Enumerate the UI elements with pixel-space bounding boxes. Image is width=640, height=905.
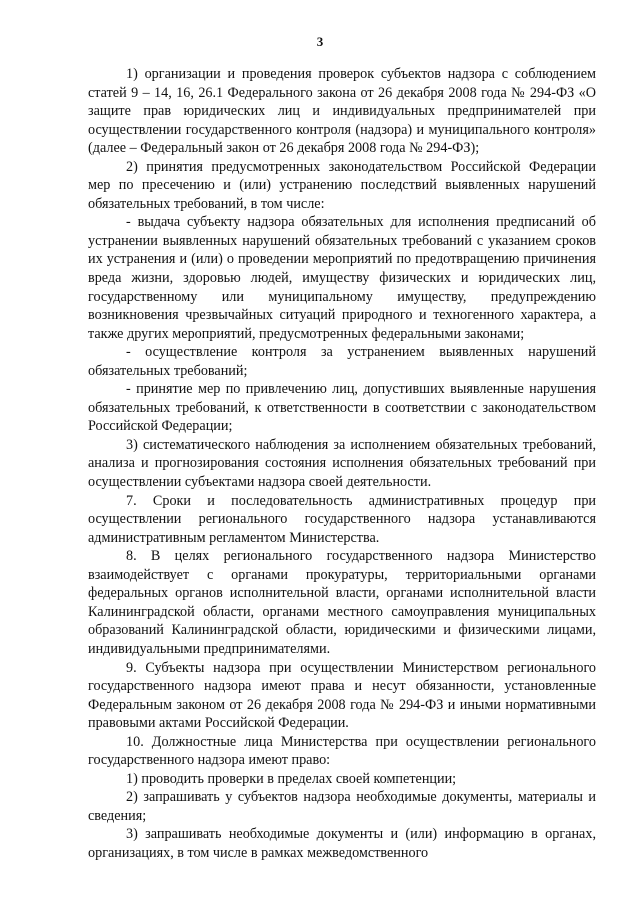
paragraph-13: 3) запрашивать необходимые документы и (или) информацию в органах, организациях, в том числе в рамках межведомственного xyxy=(88,826,596,861)
paragraph-5: - принятие мер по привлечению лиц, допустивших выявленные нарушения обязательных требований, к ответственности в соответствии с законодательством Российской Федерации; xyxy=(88,381,596,435)
paragraph-9: 9. Субъекты надзора при осуществлении Министерством регионального государственного надзора имеют права и несут обязанности, установленные Федеральным законом от 26 декабря 2008 года № 294-ФЗ и иными нормативными правовыми актами Российской Федерации. xyxy=(88,659,596,732)
paragraph-6: 3) систематического наблюдения за исполнением обязательных требований, анализа и прогнозирования состояния исполнения обязательных требований при осуществлении субъектами надзора своей деятельности. xyxy=(88,436,596,491)
paragraph-1: 1) организации и проведения проверок субъектов надзора с соблюдением статей 9 – 14, 16, 26.1 Федерального закона от 26 декабря 2008 года № 294-ФЗ «О защите прав юридических лиц и индивидуальных предпринимателей при осуществлении государственного контроля (надзора) и муниципального контроля» (далее – Федеральный закон от 26 декабря 2008 года № 294-ФЗ); xyxy=(88,66,596,157)
paragraph-3: - выдача субъекту надзора обязательных для исполнения предписаний об устранении выявленных нарушений обязательных требований с указанием сроков их устранения и (или) о проведении мероприятий по предотвращению причинения вреда жизни, здоровью людей, имуществу физических и юридических лиц, государственному или муниципальному имуществу, предупреждению возникновения чрезвычайных ситуаций природного и техногенного характера, а также других мероприятий, предусмотренных федеральными законами; xyxy=(88,214,596,342)
paragraph-12: 2) запрашивать у субъектов надзора необходимые документы, материалы и сведения; xyxy=(88,789,596,824)
paragraph-8: 8. В целях регионального государственного надзора Министерство взаимодействует с органами прокуратуры, территориальными органами федеральных органов исполнительной власти, органами исполнительной власти Калининградской области, органами местного самоуправления муниципальных образований Калининградской области, юридическими и физическими лицами, индивидуальными предпринимателями. xyxy=(88,548,596,657)
page-number: 3 xyxy=(316,34,324,49)
paragraph-11: 1) проводить проверки в пределах своей компетенции; xyxy=(126,770,457,787)
document-body xyxy=(88,65,596,863)
paragraph-10: 10. Должностные лица Министерства при осуществлении регионального государственного надзора имеют право: xyxy=(88,733,596,769)
paragraph-7: 7. Сроки и последовательность административных процедур при осуществлении регионального государственного надзора устанавливаются административным регламентом Министерства. xyxy=(88,492,596,546)
paragraph-2: 2) принятия предусмотренных законодательством Российской Федерации мер по пресечению и (или) устранению последствий выявленных нарушений обязательных требований, в том числе: xyxy=(88,158,596,212)
paragraph-4: - осуществление контроля за устранением выявленных нарушений обязательных требований; xyxy=(88,344,596,379)
